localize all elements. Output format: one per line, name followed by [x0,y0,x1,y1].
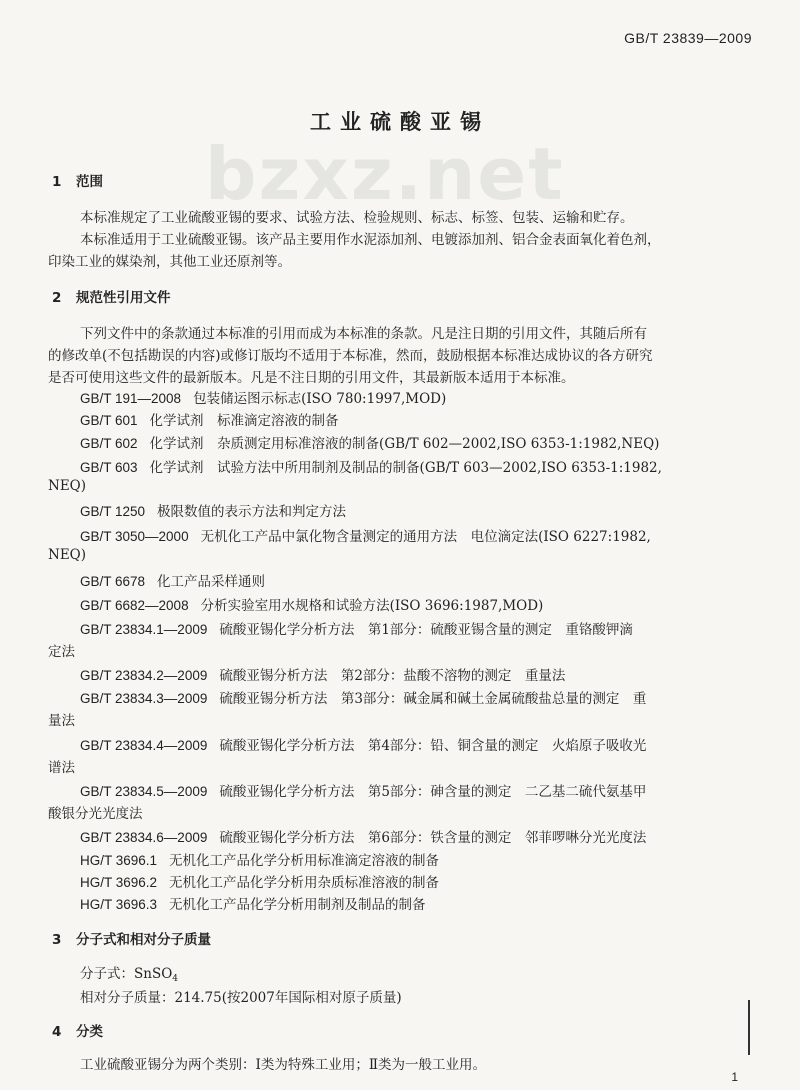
reference-item [80,618,633,638]
reference-item [80,409,339,429]
reference-continuation: 量法 [48,713,75,729]
reference-code: GB/T 23834.6—2009 [80,830,208,845]
reference-title: 无机化工产品化学分析用杂质标准溶液的制备 [169,875,440,891]
section-2-heading [52,286,171,306]
reference-code: GB/T 6682—2008 [80,598,189,613]
paragraph-continuation: 印染工业的媒染剂，其他工业还原剂等。 [48,254,291,270]
reference-title: 硫酸亚锡分析方法 第2部分：盐酸不溶物的测定 重量法 [219,668,566,684]
reference-code: GB/T 23834.2—2009 [80,668,208,683]
reference-code: GB/T 23834.5—2009 [80,784,208,799]
reference-code: GB/T 23834.1—2009 [80,622,208,637]
paragraph: 本标准规定了工业硫酸亚锡的要求、试验方法、检验规则、标志、标签、包装、运输和贮存。 [80,210,634,226]
reference-continuation: 酸银分光光度法 [48,806,143,822]
reference-item [80,780,646,800]
section-number: 4 [52,1024,62,1040]
reference-code: HG/T 3696.3 [80,897,158,912]
reference-continuation: 定法 [48,644,75,660]
reference-item [80,849,439,869]
formula-subscript: 4 [172,974,178,984]
section-title: 分类 [76,1024,103,1040]
reference-title: 化学试剂 标准滴定溶液的制备 [149,413,339,429]
reference-item [80,387,446,407]
section-title: 分子式和相对分子质量 [76,932,211,948]
section-number: 2 [52,290,62,306]
section-title: 范围 [76,174,103,190]
reference-title: 分析实验室用水规格和试验方法(ISO 3696:1987,MOD) [200,598,544,614]
section-number: 1 [52,174,62,190]
reference-title: 硫酸亚锡化学分析方法 第1部分：硫酸亚锡含量的测定 重铬酸钾滴 [219,622,633,638]
reference-code: GB/T 6678 [80,574,146,589]
section-number: 3 [52,932,62,948]
document-title: 工业硫酸亚锡 [310,110,490,134]
reference-code: GB/T 23834.4—2009 [80,738,208,753]
paragraph: 下列文件中的条款通过本标准的引用而成为本标准的条款。凡是注日期的引用文件，其随后所有 [80,326,647,342]
reference-code: HG/T 3696.1 [80,853,158,868]
section-3-heading [52,928,211,948]
paragraph-continuation: 是否可使用这些文件的最新版本。凡是不注日期的引用文件，其最新版本适用于本标准。 [48,370,575,386]
reference-code: GB/T 601 [80,413,138,428]
reference-item [80,826,646,846]
reference-item [80,871,439,891]
reference-code: GB/T 191—2008 [80,391,182,406]
reference-continuation: NEQ) [48,478,87,494]
reference-item [80,893,426,913]
reference-continuation: 谱法 [48,760,75,776]
reference-title: 无机化工产品化学分析用标准滴定溶液的制备 [169,853,440,869]
watermark: bzxz.net [205,132,565,216]
reference-title: 化学试剂 杂质测定用标准溶液的制备(GB/T 602—2002,ISO 6353-1:1982,NEQ) [149,436,660,452]
reference-code: GB/T 3050—2000 [80,529,189,544]
standard-number: GB/T 23839—2009 [624,30,752,46]
reference-item [80,570,265,590]
page-edge-line [748,1000,750,1055]
reference-title: 硫酸亚锡化学分析方法 第5部分：砷含量的测定 二乙基二硫代氨基甲 [219,784,647,800]
reference-code: HG/T 3696.2 [80,875,158,890]
reference-title: 极限数值的表示方法和判定方法 [157,504,347,520]
reference-title: 化工产品采样通则 [157,574,266,590]
reference-code: GB/T 1250 [80,504,146,519]
reference-item [80,594,543,614]
reference-code: GB/T 602 [80,436,138,451]
formula-text: 分子式：SnSO [80,966,173,982]
reference-title: 硫酸亚锡化学分析方法 第6部分：铁含量的测定 邻菲啰啉分光光度法 [219,830,647,846]
paragraph: 本标准适用于工业硫酸亚锡。该产品主要用作水泥添加剂、电镀添加剂、铝合金表面氧化着色剂， [80,232,661,248]
paragraph-continuation: 的修改单(不包括勘误的内容)或修订版均不适用于本标准，然而，鼓励根据本标准达成协议的各方研究 [48,348,653,364]
reference-code: GB/T 603 [80,460,138,475]
reference-title: 包装储运图示标志(ISO 780:1997,MOD) [193,391,447,407]
reference-title: 无机化工产品中氯化物含量测定的通用方法 电位滴定法(ISO 6227:1982, [200,529,651,545]
reference-item [80,734,646,754]
reference-continuation: NEQ) [48,547,87,563]
reference-item [80,525,651,545]
page-number: 1 [731,1070,738,1084]
molecular-mass: 相对分子质量：214.75(按2007年国际相对原子质量) [80,990,402,1006]
reference-title: 无机化工产品化学分析用制剂及制品的制备 [169,897,426,913]
molecular-formula [80,962,178,984]
section-1-heading [52,170,103,190]
reference-title: 硫酸亚锡化学分析方法 第4部分：铅、铜含量的测定 火焰原子吸收光 [219,738,647,754]
paragraph: 工业硫酸亚锡分为两个类别：Ⅰ类为特殊工业用；Ⅱ类为一般工业用。 [80,1057,487,1073]
reference-item [80,664,565,684]
reference-title: 化学试剂 试验方法中所用制剂及制品的制备(GB/T 603—2002,ISO 6353-1:1982, [149,460,662,476]
reference-code: GB/T 23834.3—2009 [80,691,208,706]
reference-title: 硫酸亚锡分析方法 第3部分：碱金属和碱土金属硫酸盐总量的测定 重 [219,691,647,707]
reference-item [80,500,346,520]
reference-item [80,456,662,476]
reference-item [80,432,659,452]
section-4-heading [52,1020,103,1040]
reference-item [80,687,646,707]
section-title: 规范性引用文件 [76,290,171,306]
